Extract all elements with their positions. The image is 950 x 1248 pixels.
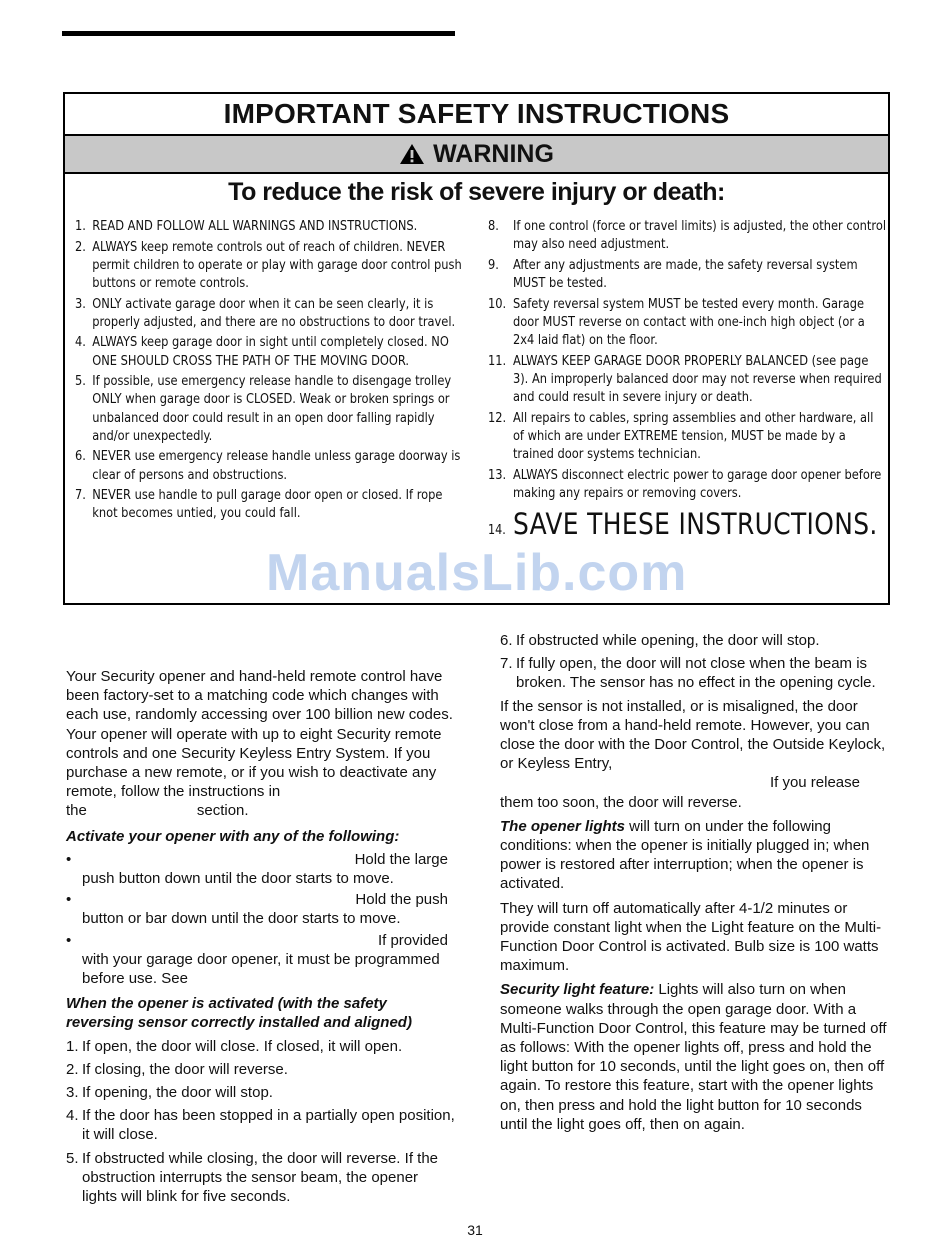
instruction-item: 1. READ AND FOLLOW ALL WARNINGS AND INSTRUCTIONS.	[75, 219, 418, 234]
instruction-item: 3. ONLY activate garage door when it can be seen clearly, it is properly adjusted, and there are no obstructions to door travel.	[75, 296, 456, 330]
warning-label: WARNING	[433, 140, 554, 168]
list-item: 1. If open, the door will close. If closed, it will open.	[66, 1037, 403, 1055]
instruction-item: 4. ALWAYS keep garage door in sight until completely closed. NO ONE SHOULD CROSS THE PATH OF THE MOVING DOOR.	[75, 335, 449, 369]
intro-paragraph: Your Security opener and hand-held remote control have been factory-set to a matching code which changes with each use, randomly accessing over 100 billion new codes. Your opener will operate with up to eight Security remote controls and one Security Keyless Entry System. If you purchase a new remote, or if you wish to deactivate any remote, follow the instructions in the section.	[66, 668, 453, 820]
sensor-paragraph: If the sensor is not installed, or is misaligned, the door won't close from a hand-held remote. However, you can close the door with the Door Control, the Outside Keylock, or Keyless Entry, If you release them too soon, the door will reverse.	[500, 697, 886, 811]
instruction-item: 12. All repairs to cables, spring assemblies and other hardware, all of which are under EXTREME tension, MUST be made by a trained door systems technician.	[488, 410, 874, 462]
safety-title: IMPORTANT SAFETY INSTRUCTIONS	[65, 94, 888, 136]
page-number: 31	[467, 1222, 483, 1238]
watermark: ManualsLib.com	[266, 544, 688, 602]
list-item: 3. If opening, the door will stop.	[66, 1084, 273, 1102]
instruction-item: 13. ALWAYS disconnect electric power to garage door opener before making any repairs or removing covers.	[488, 467, 882, 501]
lights-paragraph: The opener lights will turn on under the following conditions: when the opener is initially plugged in; when power is restored after interruption; when the opener is activated.	[500, 817, 870, 893]
instruction-item: 8. If one control (force or travel limits) is adjusted, the other control may also need adjustment.	[488, 219, 887, 253]
when-activated-heading: When the opener is activated (with the safety reversing sensor correctly installed and aligned)	[66, 995, 412, 1032]
left-text-column	[66, 667, 456, 1210]
right-text-column	[500, 631, 892, 1139]
instruction-item: 11. ALWAYS KEEP GARAGE DOOR PROPERLY BALANCED (see page 3). An improperly balanced door may not reverse when required and could result in severe injury or death.	[488, 353, 882, 405]
activate-heading: Activate your opener with any of the following:	[66, 827, 400, 845]
safety-instructions-box	[63, 92, 890, 605]
instruction-item: 6. NEVER use emergency release handle unless garage doorway is clear of persons and obstructions.	[75, 449, 461, 483]
risk-statement: To reduce the risk of severe injury or death:	[228, 178, 725, 206]
instructions-right-column	[488, 218, 887, 540]
list-item: • If provided with your garage door opener, it must be programmed before use. See	[66, 931, 448, 988]
save-instructions: 14. SAVE THESE INSTRUCTIONS.	[488, 507, 878, 541]
list-item: • Hold the push button or bar down until the door starts to move.	[66, 891, 448, 928]
list-item: 7. If fully open, the door will not close when the beam is broken. The sensor has no effect in the opening cycle.	[500, 655, 876, 692]
light-feature-paragraph: Security light feature: Lights will also turn on when someone walks through the open garage door. With a Multi-Function Door Control, this feature may be turned off as follows: With the opener lights off, press and hold the light button for 10 seconds, until the light goes on, then off again. To restore this feature, start with the opener lights on, then press and hold the light button for 10 seconds until the light goes off, then on again.	[500, 981, 887, 1133]
list-item: 6. If obstructed while opening, the door will stop.	[500, 632, 820, 649]
lights-off-paragraph: They will turn off automatically after 4-1/2 minutes or provide constant light when the Light feature on the Multi-Function Door Control is activated. Bulb size is 100 watts maximum.	[500, 899, 882, 975]
list-item: 4. If the door has been stopped in a partially open position, it will close.	[66, 1107, 455, 1144]
instruction-item: 9. After any adjustments are made, the safety reversal system MUST be tested.	[488, 257, 858, 291]
top-rule	[62, 31, 455, 36]
instruction-item: 2. ALWAYS keep remote controls out of reach of children. NEVER permit children to operate or play with garage door control push buttons or remote controls.	[75, 239, 462, 291]
warning-triangle-icon	[399, 143, 425, 165]
instruction-item: 10. Safety reversal system MUST be tested every month. Garage door MUST reverse on contact with one-inch high object (or a 2x4 laid flat) on the floor.	[488, 296, 865, 348]
instruction-item: 5. If possible, use emergency release handle to disengage trolley ONLY when garage door is CLOSED. Weak or broken springs or unbalanced door could result in an open door falling rapidly and/or unexpectedly.	[75, 374, 452, 444]
list-item: • Hold the large push button down until the door starts to move.	[66, 850, 448, 888]
warning-band	[65, 136, 888, 174]
instruction-item: 7. NEVER use handle to pull garage door open or closed. If rope knot becomes untied, you could fall.	[75, 488, 443, 522]
instructions-left-column	[75, 218, 466, 526]
list-item: 5. If obstructed while closing, the door will reverse. If the obstruction interrupts the sensor beam, the opener lights will blink for five seconds.	[66, 1149, 439, 1206]
list-item: 2. If closing, the door will reverse.	[66, 1060, 288, 1078]
